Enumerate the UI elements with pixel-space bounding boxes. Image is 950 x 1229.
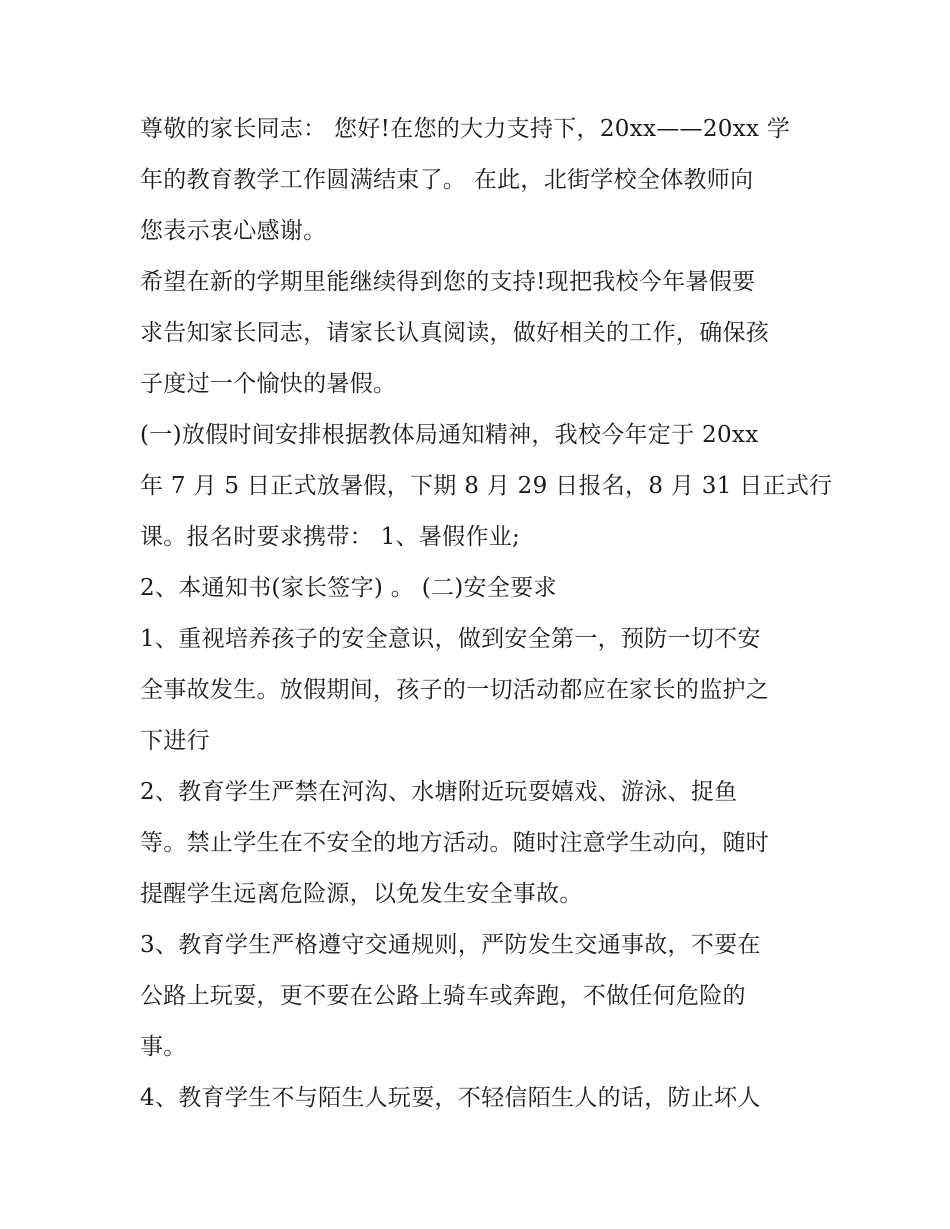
text-line: 尊敬的家长同志： 您好!在您的大力支持下，20xx——20xx 学 — [140, 116, 791, 142]
text-line: 年 7 月 5 日正式放暑假，下期 8 月 29 日报名，8 月 31 日正式行 — [140, 473, 833, 499]
text-line: 3、教育学生严格遵守交通规则，严防发生交通事故，不要在 — [140, 932, 761, 958]
text-line: (一)放假时间安排根据教体局通知精神，我校今年定于 20xx — [140, 422, 759, 448]
text-line: 提醒学生远离危险源，以免发生安全事故。 — [140, 881, 583, 907]
text-line: 您表示衷心感谢。 — [140, 218, 327, 244]
text-line: 1、重视培养孩子的安全意识，做到安全第一，预防一切不安 — [140, 626, 761, 652]
text-line: 2、本通知书(家长签字) 。 (二)安全要求 — [140, 575, 557, 601]
text-line: 求告知家长同志，请家长认真阅读，做好相关的工作，确保孩 — [140, 320, 770, 346]
text-line: 下进行 — [140, 728, 210, 754]
text-line: 希望在新的学期里能继续得到您的支持!现把我校今年暑假要 — [140, 269, 756, 295]
text-line: 子度过一个愉快的暑假。 — [140, 371, 397, 397]
text-line: 2、教育学生严禁在河沟、水塘附近玩耍嬉戏、游泳、捉鱼 — [140, 779, 738, 805]
text-line: 年的教育教学工作圆满结束了。 在此，北街学校全体教师向 — [140, 167, 754, 193]
text-line: 公路上玩耍，更不要在公路上骑车或奔跑，不做任何危险的 — [140, 983, 746, 1009]
text-line: 4、教育学生不与陌生人玩耍，不轻信陌生人的话，防止坏人 — [140, 1085, 761, 1111]
text-line: 事。 — [140, 1034, 187, 1060]
text-line: 课。报名时要求携带： 1、暑假作业; — [140, 524, 521, 550]
text-line: 全事故发生。放假期间，孩子的一切活动都应在家长的监护之 — [140, 677, 770, 703]
text-line: 等。禁止学生在不安全的地方活动。随时注意学生动向，随时 — [140, 830, 770, 856]
document-body — [140, 104, 833, 1124]
